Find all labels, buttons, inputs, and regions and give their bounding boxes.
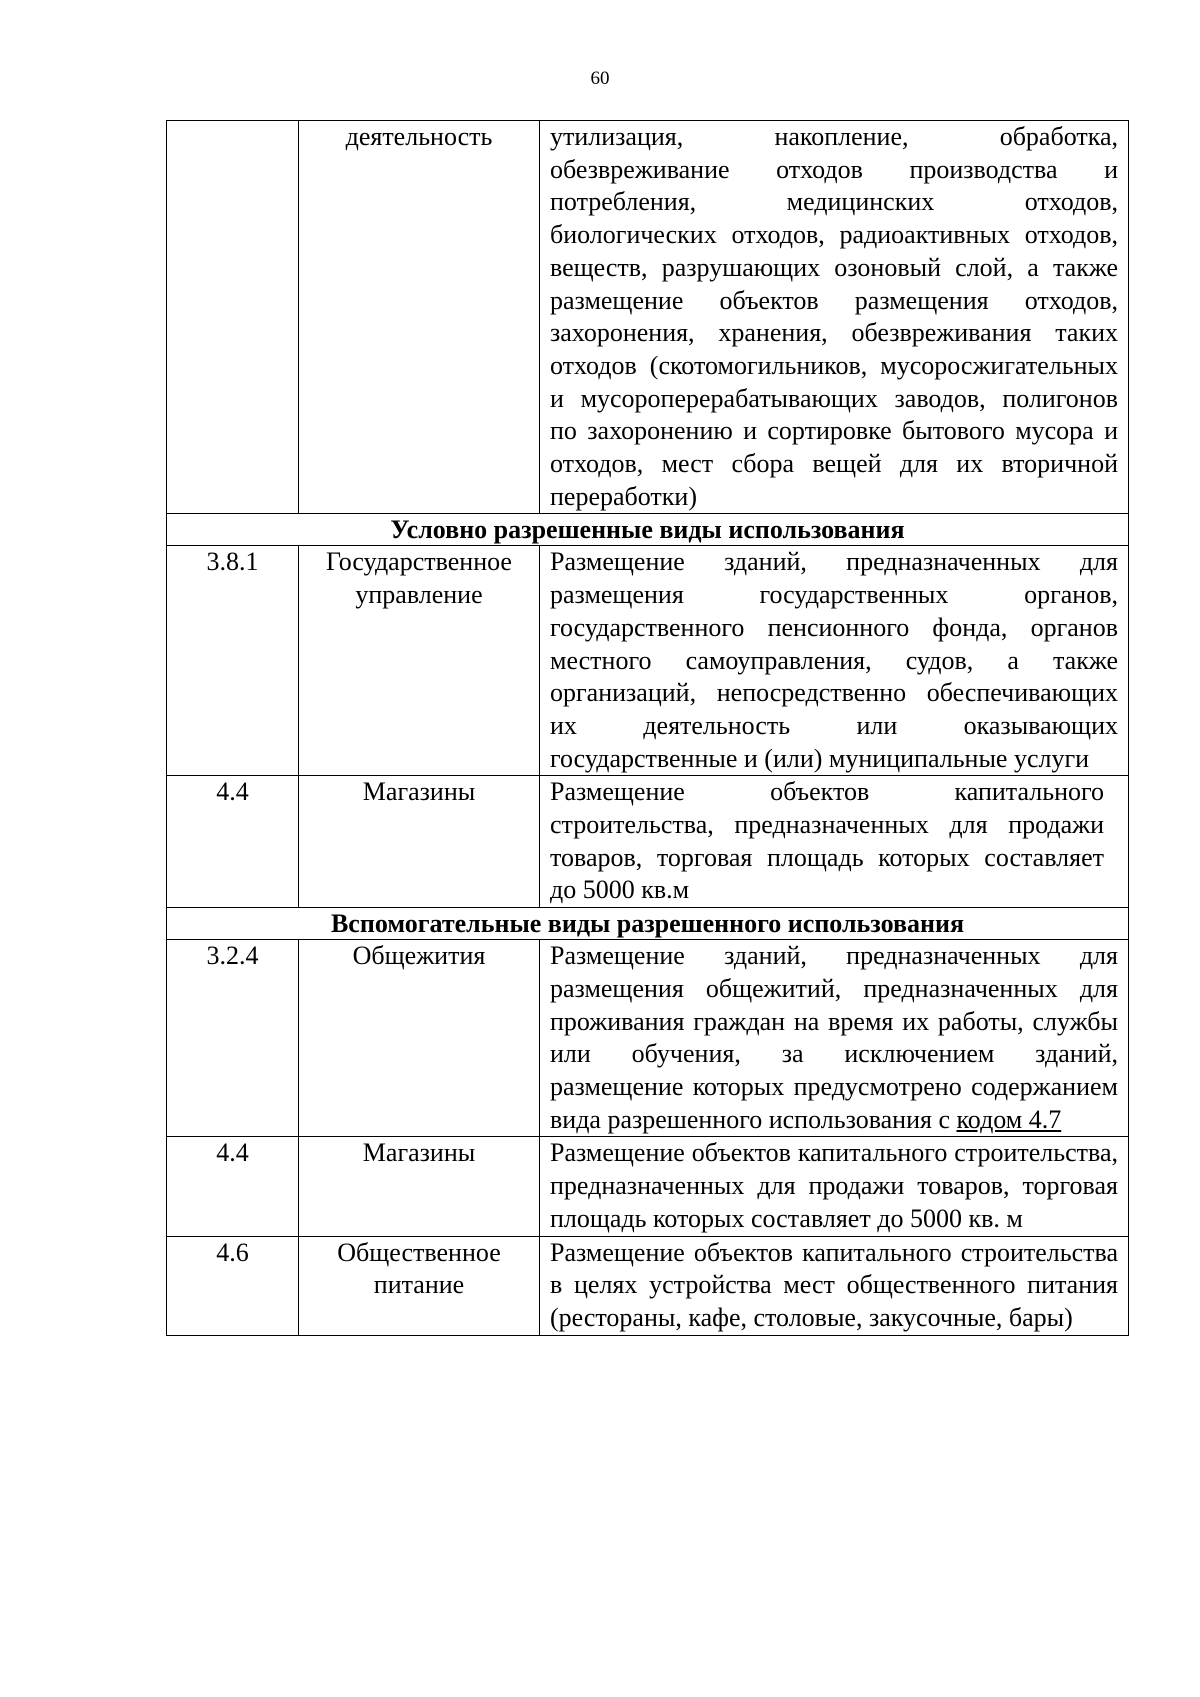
row-name: деятельность [299, 121, 540, 514]
section-title: Вспомогательные виды разрешенного использования [167, 908, 1129, 940]
row-code: 4.4 [167, 1137, 299, 1236]
row-description: утилизация, накопление, обработка, обезвреживание отходов производства и потребления, медицинских отходов, биологических отходов, радиоактивных отходов, веществ, разрушающих озоновый слой, а также размещение объектов размещения отходов, захоронения, хранения, обезвреживания таких отходов (скотомогильников, мусоросжигательных и мусороперерабатывающих заводов, полигонов по захоронению и сортировке бытового мусора и отходов, мест сбора вещей для их вторичной переработки) [540, 121, 1129, 514]
row-name: Общежития [299, 940, 540, 1137]
row-name: Магазины [299, 776, 540, 908]
row-description [540, 940, 1129, 1137]
table-row [167, 940, 1129, 1137]
row-name: Государственное управление [299, 546, 540, 776]
row-description: Размещение объектов капитального строительства, предназначенных для продажи товаров, торговая площадь которых составляет до 5000 кв. м [540, 1137, 1129, 1236]
table-row [167, 1236, 1129, 1335]
row-code [167, 121, 299, 514]
row-description: Размещение объектов капитального строительства, предназначенных для продажи товаров, торговая площадь которых составляет до 5000 кв.м [540, 776, 1129, 908]
row-description-text: Размещение зданий, предназначенных для размещения общежитий, предназначенных для проживания граждан на время их работы, службы или обучения, за исключением зданий, размещение которых предусмотрено содержанием вида разрешенного использования с [550, 941, 1118, 1134]
section-row [167, 908, 1129, 940]
land-use-table [166, 120, 1129, 1336]
page-number: 60 [590, 68, 610, 89]
row-description: Размещение зданий, предназначенных для размещения государственных органов, государственного пенсионного фонда, органов местного самоуправления, судов, а также организаций, непосредственно обеспечивающих их деятельность или оказывающих государственные и (или) муниципальные услуги [540, 546, 1129, 776]
section-row [167, 514, 1129, 546]
row-code: 4.4 [167, 776, 299, 908]
row-description: Размещение объектов капитального строительства в целях устройства мест общественного питания (рестораны, кафе, столовые, закусочные, бары) [540, 1236, 1129, 1335]
row-code: 4.6 [167, 1236, 299, 1335]
table-row [167, 1137, 1129, 1236]
row-code: 3.8.1 [167, 546, 299, 776]
row-code: 3.2.4 [167, 940, 299, 1137]
table-row [167, 121, 1129, 514]
table-row [167, 776, 1129, 908]
section-title: Условно разрешенные виды использования [167, 514, 1129, 546]
table-row [167, 546, 1129, 776]
row-name: Общественное питание [299, 1236, 540, 1335]
row-name: Магазины [299, 1137, 540, 1236]
code-link[interactable]: кодом 4.7 [956, 1104, 1062, 1134]
